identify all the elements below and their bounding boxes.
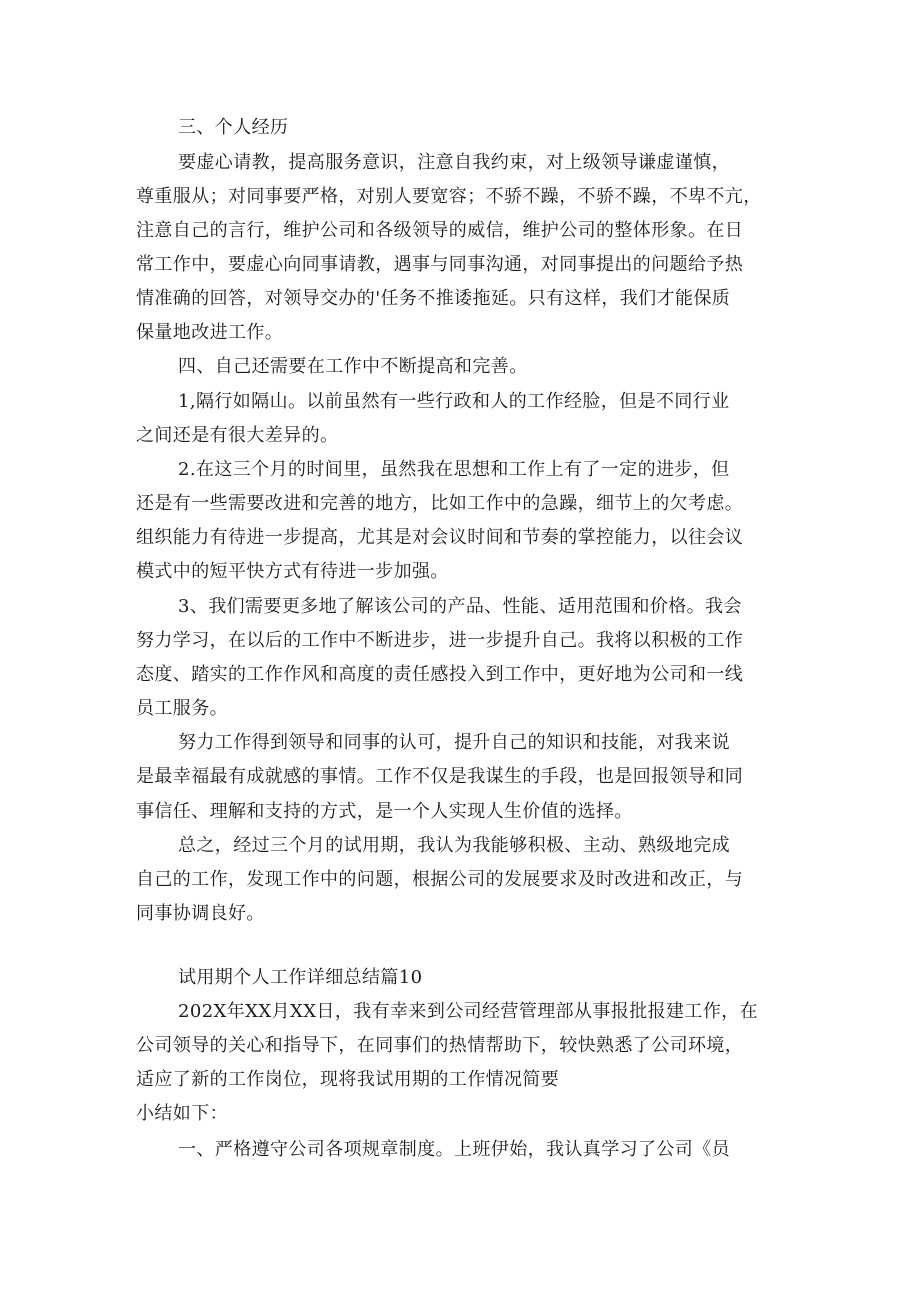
paragraph-line: 要虚心请教，提高服务意识，注意自我约束，对上级领导谦虚谨慎， — [178, 152, 730, 173]
paragraph-line: 努力工作得到领导和同事的认可，提升自己的知识和技能，对我来说 — [178, 732, 730, 753]
paragraph-line: 注意自己的言行，维护公司和各级领导的威信，维护公司的整体形象。在日 — [136, 220, 744, 241]
paragraph-line: 适应了新的工作岗位，现将我试用期的工作情况简要 — [136, 1069, 560, 1090]
paragraph-line: 3、我们需要更多地了解该公司的产品、性能、适用范围和价格。我会 — [178, 596, 742, 617]
article-title: 试用期个人工作详细总结篇10 — [178, 967, 423, 988]
paragraph-line: 之间还是有很大差异的。 — [136, 425, 339, 446]
paragraph-line: 总之，经过三个月的试用期，我认为我能够积极、主动、熟级地完成 — [178, 835, 730, 856]
paragraph-line: 202X年XX月XX日，我有幸来到公司经营管理部从事报批报建工作，在 — [178, 1001, 759, 1022]
paragraph-line: 员工服务。 — [136, 698, 228, 719]
paragraph-line: 小结如下： — [136, 1103, 228, 1124]
paragraph-line: 同事协调良好。 — [136, 903, 265, 924]
paragraph-line: 常工作中，要虚心向同事请教，遇事与同事沟通，对同事提出的问题给予热 — [136, 254, 744, 275]
paragraph-line: 自己的工作，发现工作中的问题，根据公司的发展要求及时改进和改正，与 — [136, 869, 744, 890]
paragraph-line: 2.在这三个月的时间里，虽然我在思想和工作上有了一定的进步，但 — [178, 459, 730, 480]
paragraph-line: 尊重服从；对同事要严格，对别人要宽容；不骄不躁，不骄不躁，不卑不亢， — [136, 186, 762, 207]
paragraph-line: 组织能力有待进一步提高，尤其是对会议时间和节奏的掌控能力，以往会议 — [136, 527, 744, 548]
paragraph-line: 模式中的短平快方式有待进一步加强。 — [136, 561, 449, 582]
paragraph-line: 努力学习，在以后的工作中不断进步，进一步提升自己。我将以积极的工作 — [136, 630, 744, 651]
paragraph-line: 是最幸福最有成就感的事情。工作不仅是我谋生的手段，也是回报领导和同 — [136, 766, 744, 787]
paragraph-line: 态度、踏实的工作作风和高度的责任感投入到工作中，更好地为公司和一线 — [136, 664, 744, 685]
section-heading: 三、个人经历 — [178, 117, 289, 138]
section-heading: 四、自己还需要在工作中不断提高和完善。 — [178, 356, 528, 377]
paragraph-line: 事信任、理解和支持的方式，是一个人实现人生价值的选择。 — [136, 801, 633, 822]
paragraph-line: 公司领导的关心和指导下，在同事们的热情帮助下，较快熟悉了公司环境， — [136, 1035, 744, 1056]
paragraph-line: 情准确的回答，对领导交办的'任务不推诿拖延。只有这样，我们才能保质 — [136, 288, 731, 309]
paragraph-line: 保量地改进工作。 — [136, 322, 284, 343]
paragraph-line: 还是有一些需要改进和完善的地方，比如工作中的急躁，细节上的欠考虑。 — [136, 493, 744, 514]
section-heading: 一、严格遵守公司各项规章制度。上班伊始，我认真学习了公司《员 — [178, 1139, 730, 1160]
paragraph-line: 1,隔行如隔山。以前虽然有一些行政和人的工作经脸，但是不同行业 — [178, 391, 730, 412]
